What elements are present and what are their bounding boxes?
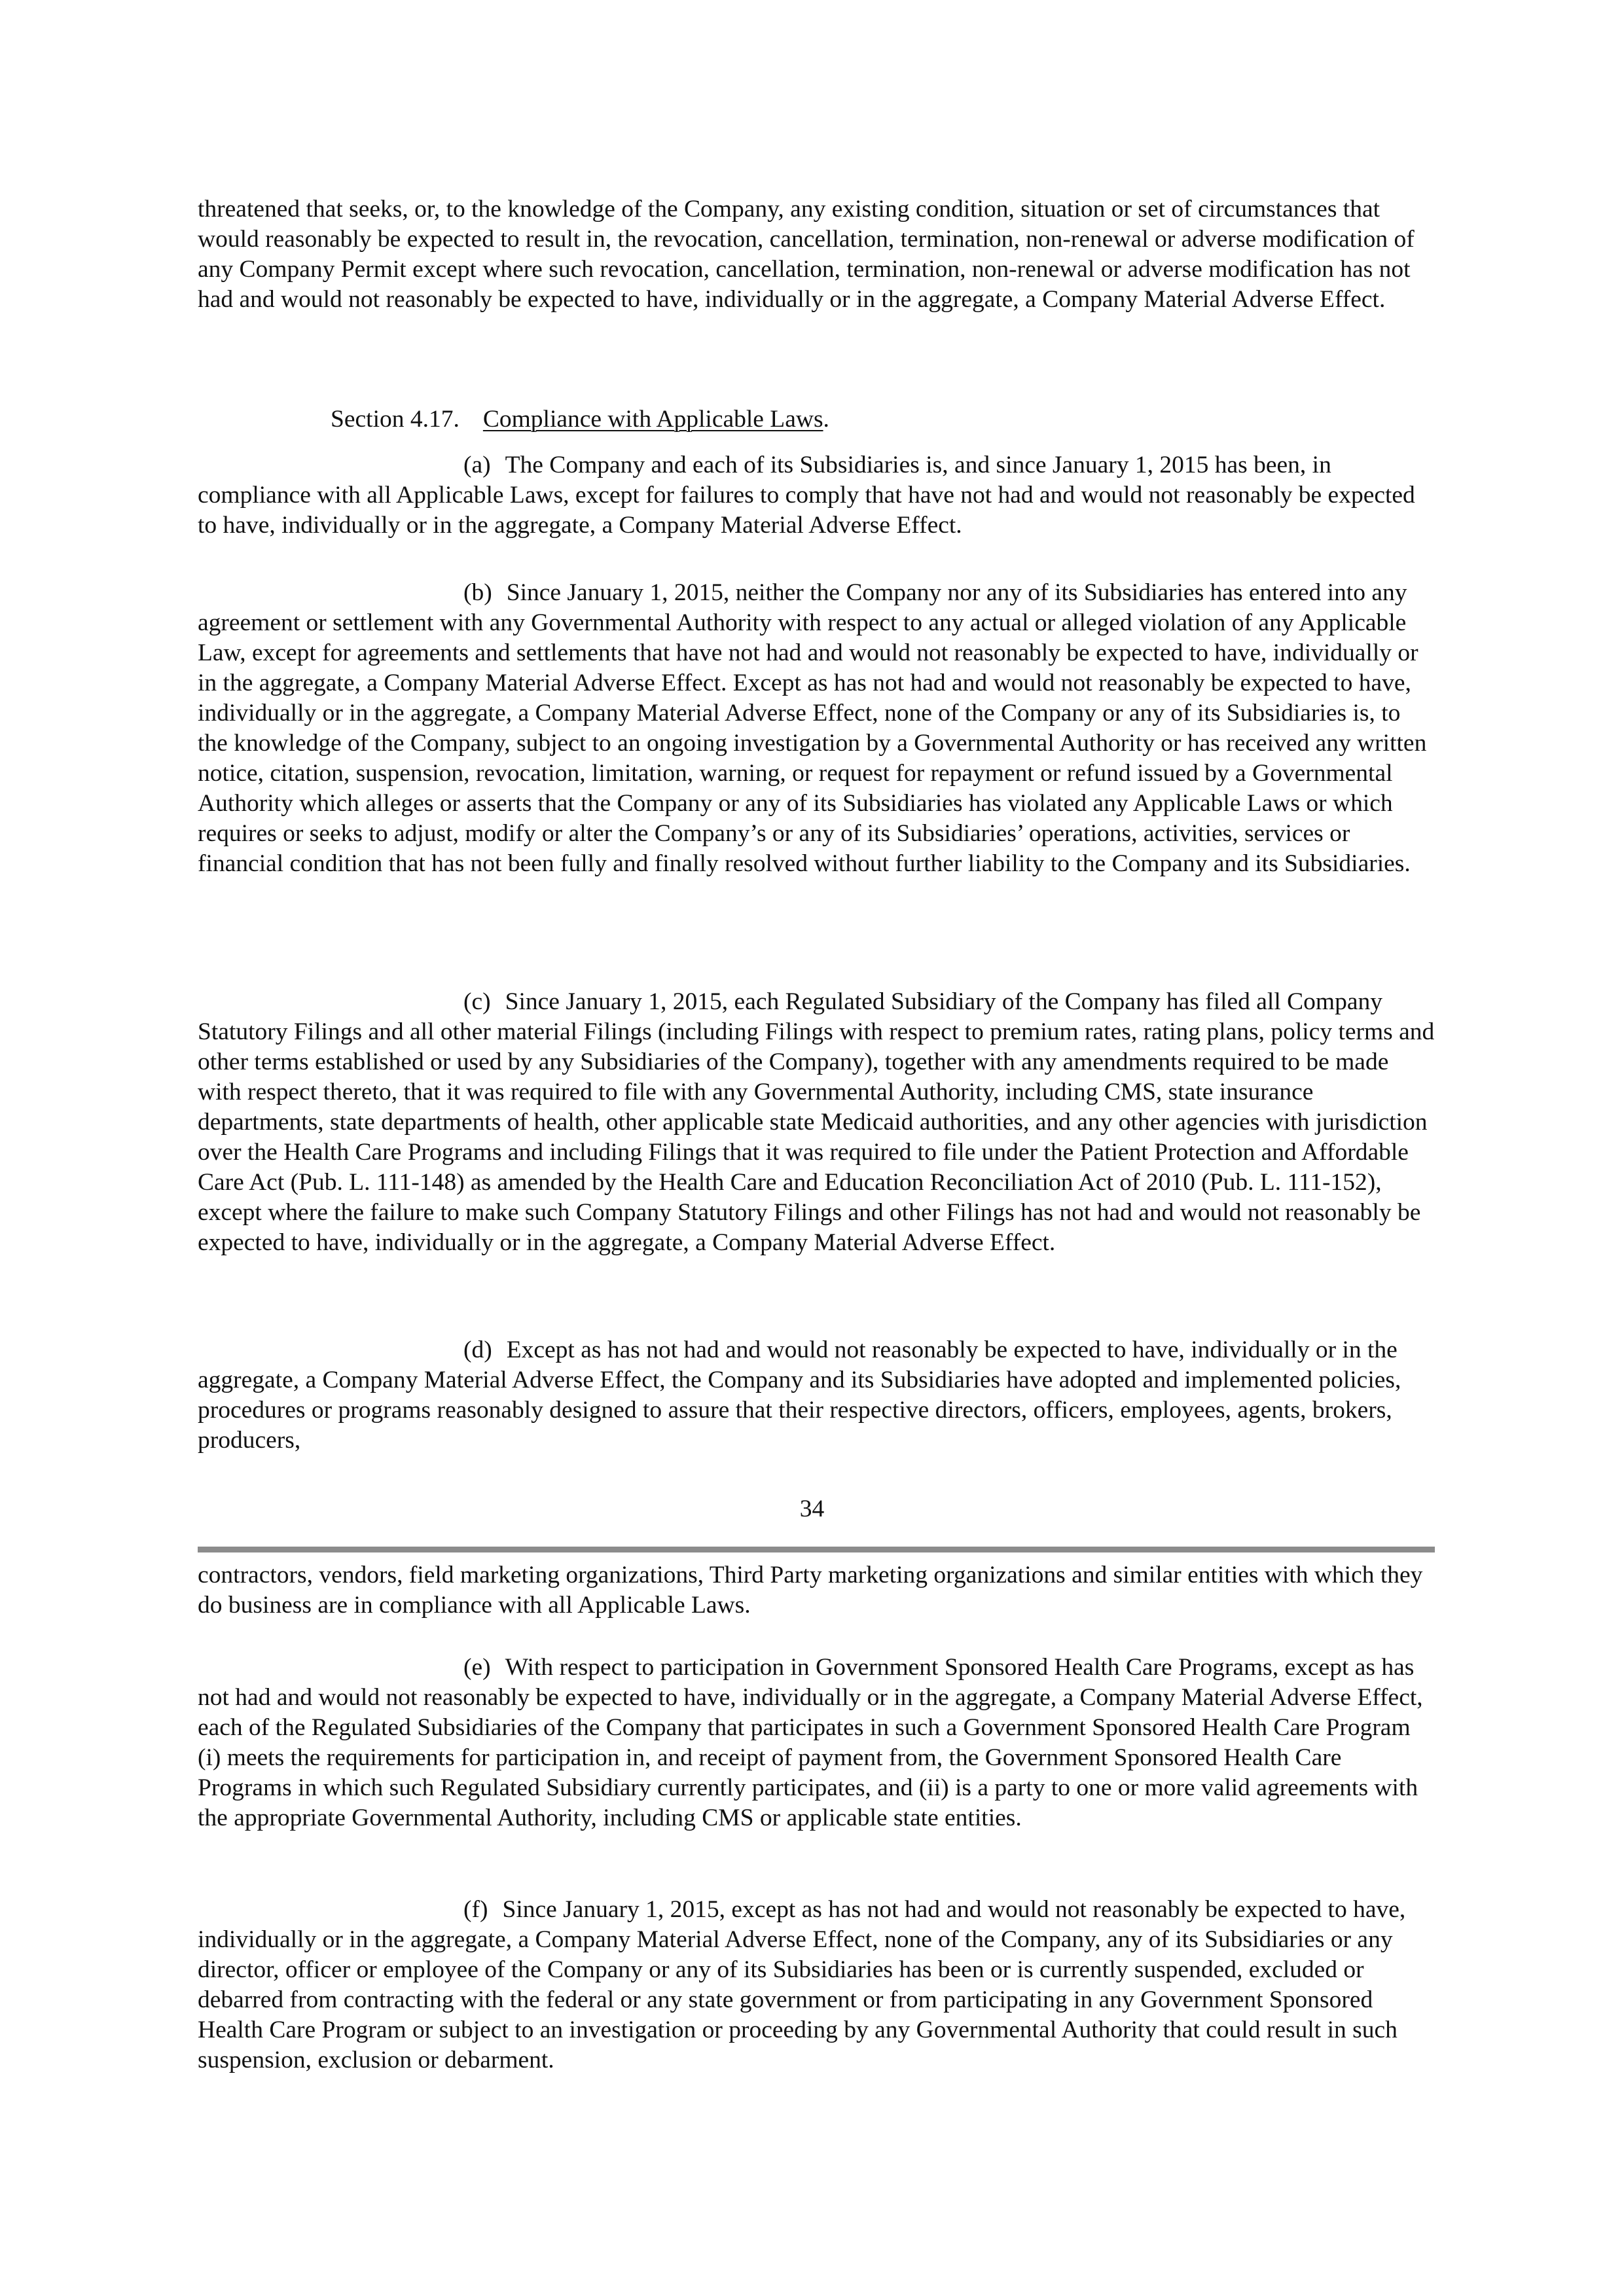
subsection-text: Since January 1, 2015, except as has not had and would not reasonably be expected to have, individually or in the aggregate, a Company Material Adverse Effect, none of the Company, any of its Subsidiaries or any director, officer or employee of the Company or any of its Subsidiaries has been or is currently suspended, excluded or debarred from contracting with the federal or any state government or from participating in any Government Sponsored Health Care Program or subject to an investigation or proceeding by any Governmental Authority that could result in such suspension, exclusion or debarment.	[198, 1896, 1406, 2073]
subsection-b	[198, 578, 1435, 879]
subsection-label: (a)	[463, 452, 491, 478]
subsection-text: The Company and each of its Subsidiaries is, and since January 1, 2015 has been, in compliance with all Applicable Laws, except for failures to comply that have not had and would not reasonably be expected to have, individually or in the aggregate, a Company Material Adverse Effect.	[198, 452, 1415, 539]
continuation-paragraph-block	[198, 1560, 1435, 1621]
subsection-d	[198, 1335, 1435, 1456]
page-number: 34	[799, 1496, 825, 1522]
intro-paragraph: threatened that seeks, or, to the knowledge of the Company, any existing condition, situation or set of circumstances that would reasonably be expected to result in, the revocation, cancellation, termination, non-renewal or adverse modification of any Company Permit except where such revocation, cancellation, termination, non-renewal or adverse modification has not had and would not reasonably be expected to have, individually or in the aggregate, a Company Material Adverse Effect.	[198, 196, 1415, 313]
subsection-e	[198, 1653, 1435, 1833]
subsection-label: (e)	[463, 1654, 491, 1681]
subsection-text: With respect to participation in Government Sponsored Health Care Programs, except as has not had and would not reasonably be expected to have, individually or in the aggregate, a Company Material Adverse Effect, each of the Regulated Subsidiaries of the Company that participates in such a Government Sponsored Health Care Program (i) meets the requirements for participation in, and receipt of payment from, the Government Sponsored Health Care Programs in which such Regulated Subsidiary currently participates, and (ii) is a party to one or more valid agreements with the appropriate Governmental Authority, including CMS or applicable state entities.	[198, 1654, 1423, 1831]
subsection-text: Except as has not had and would not reasonably be expected to have, individually or in the aggregate, a Company Material Adverse Effect, the Company and its Subsidiaries have adopted and implemented policies, procedures or programs reasonably designed to assure that their respective directors, officers, employees, agents, brokers, producers,	[198, 1336, 1401, 1454]
continuation-paragraph: contractors, vendors, field marketing organizations, Third Party marketing organizations and similar entities with which they do business are in compliance with all Applicable Laws.	[198, 1562, 1423, 1619]
subsection-text: Since January 1, 2015, neither the Company nor any of its Subsidiaries has entered into any agreement or settlement with any Governmental Authority with respect to any actual or alleged violation of any Applicable Law, except for agreements and settlements that have not had and would not reasonably be expected to have, individually or in the aggregate, a Company Material Adverse Effect. Except as has not had and would not reasonably be expected to have, individually or in the aggregate, a Company Material Adverse Effect, none of the Company or any of its Subsidiaries is, to the knowledge of the Company, subject to an ongoing investigation by a Governmental Authority or has received any written notice, citation, suspension, revocation, limitation, warning, or request for repayment or refund issued by a Governmental Authority which alleges or asserts that the Company or any of its Subsidiaries has violated any Applicable Laws or which requires or seeks to adjust, modify or alter the Company’s or any of its Subsidiaries’ operations, activities, services or financial condition that has not been fully and finally resolved without further liability to the Company and its Subsidiaries.	[198, 579, 1427, 877]
intro-paragraph-block	[198, 194, 1435, 315]
subsection-label: (f)	[463, 1896, 488, 1923]
subsection-text: Since January 1, 2015, each Regulated Subsidiary of the Company has filed all Company Statutory Filings and all other material Filings (including Filings with respect to premium rates, rating plans, policy terms and other terms established or used by any Subsidiaries of the Company), together with any amendments required to be made with respect thereto, that it was required to file with any Governmental Authority, including CMS, state insurance departments, state departments of health, other applicable state Medicaid authorities, and any other agencies with jurisdiction over the Health Care Programs and including Filings that it was required to file under the Patient Protection and Affordable Care Act (Pub. L. 111-148) as amended by the Health Care and Education Reconciliation Act of 2010 (Pub. L. 111-152), except where the failure to make such Company Statutory Filings and other Filings has not had and would not reasonably be expected to have, individually or in the aggregate, a Company Material Adverse Effect.	[198, 988, 1435, 1256]
subsection-c	[198, 987, 1435, 1258]
subsection-a	[198, 450, 1435, 541]
section-number: Section 4.17.	[331, 406, 460, 433]
section-title-period: .	[823, 406, 829, 433]
section-title: Compliance with Applicable Laws	[482, 406, 823, 433]
page-break-divider	[198, 1547, 1435, 1552]
subsection-label: (b)	[463, 579, 492, 606]
subsection-label: (d)	[463, 1336, 492, 1363]
section-heading	[331, 404, 829, 435]
subsection-label: (c)	[463, 988, 491, 1015]
subsection-f	[198, 1895, 1435, 2075]
